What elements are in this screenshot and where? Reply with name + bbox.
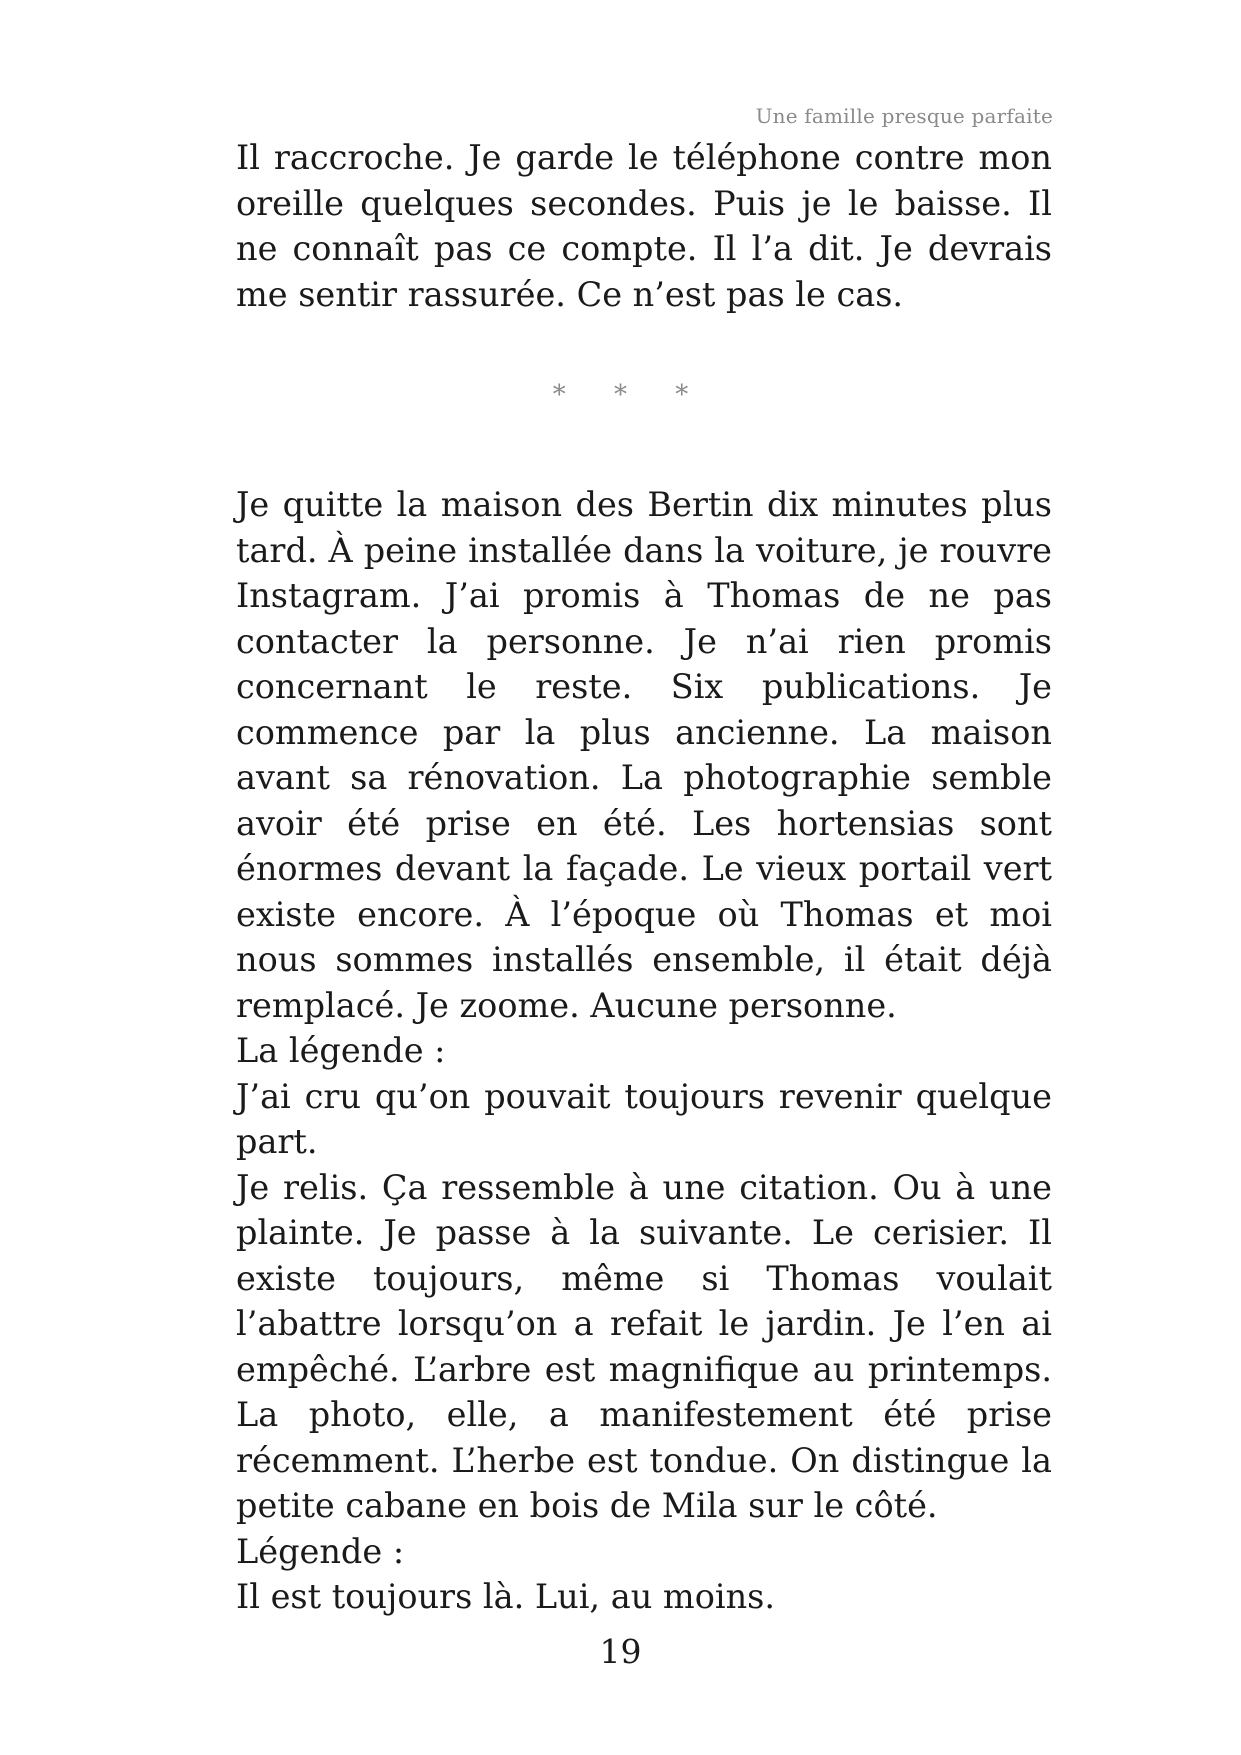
body-text-top bbox=[236, 135, 1052, 317]
running-header: Une famille presque parfaite bbox=[755, 104, 1053, 128]
paragraph: Il raccroche. Je garde le téléphone contre mon oreille quelques secondes. Puis je le baisse. Il ne connaît pas ce compte. Il l’a dit. Je devrais me sentir rassurée. Ce n’est pas le cas. bbox=[236, 138, 1052, 314]
caption-label: La légende : bbox=[236, 1031, 446, 1070]
caption-label: Légende : bbox=[236, 1531, 405, 1571]
caption-text: Il est toujours là. Lui, au moins. bbox=[236, 1577, 775, 1616]
caption-text: J’ai cru qu’on pouvait toujours revenir quelque part. bbox=[236, 1076, 1052, 1161]
paragraph: Je relis. Ça ressemble à une citation. Ou à une plainte. Je passe à la suivante. Le cerisier. Il existe toujours, même si Thomas voulait l’abattre lorsqu’on a refait le jardin. Je l’en ai empêché. L’arbre est magnifique au printemps. La photo, elle, a manifestement été prise récemment. L’herbe est tondue. On distingue la petite cabane en bois de Mila sur le côté. bbox=[236, 1167, 1052, 1525]
page-number: 19 bbox=[599, 1632, 642, 1671]
scene-break: * * * bbox=[552, 380, 709, 410]
paragraph: Je quitte la maison des Bertin dix minutes plus tard. À peine installée dans la voiture, je rouvre Instagram. J’ai promis à Thomas de ne pas contacter la personne. Je n’ai rien promis concernant le reste. Six publications. Je commence par la plus ancienne. La maison avant sa rénovation. La photographie semble avoir été prise en été. Les hortensias sont énormes devant la façade. Le vieux portail vert existe encore. À l’époque où Thomas et moi nous sommes installés ensemble, il était déjà remplacé. Je zoome. Aucune personne. bbox=[236, 485, 1052, 1025]
body-text-main bbox=[236, 482, 1052, 1620]
